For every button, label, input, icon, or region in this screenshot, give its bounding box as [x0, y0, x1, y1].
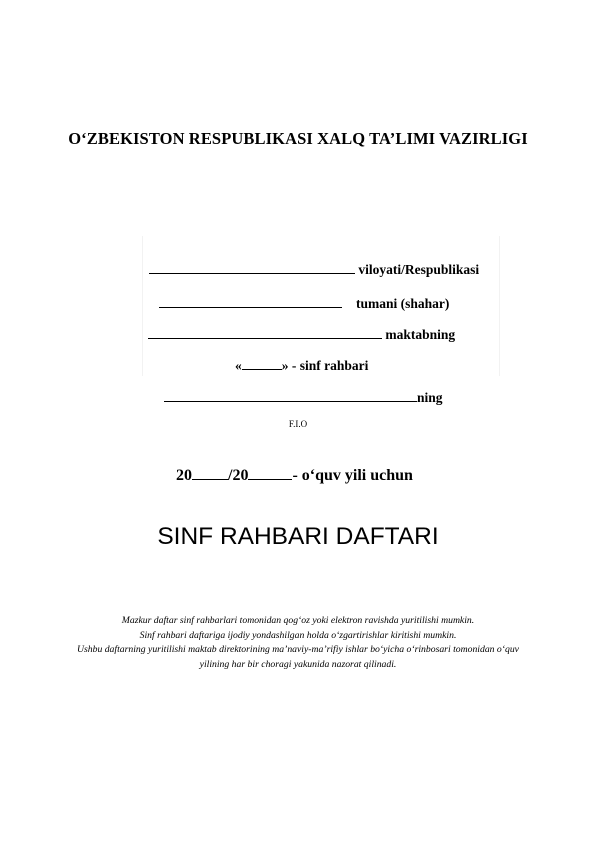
- district-blank[interactable]: [159, 306, 342, 308]
- class-label: » - sinf rahbari: [281, 358, 369, 373]
- region-blank[interactable]: [149, 272, 355, 274]
- note-line: yilining har bir choragi yakunida nazorat qilinadi.: [199, 658, 397, 670]
- usage-notes: [0, 614, 596, 672]
- school-blank[interactable]: [148, 337, 382, 339]
- teacher-label: ning: [417, 390, 443, 405]
- school-label: maktabning: [382, 327, 456, 342]
- region-label: viloyati/Respublikasi: [355, 262, 480, 277]
- fio-caption: F.I.O: [288, 419, 308, 429]
- note-line: Ushbu daftarning yuritilishi maktab direktorining ma’naviy-ma’rifiy ishlar bo‘yicha o‘rinbosari tomonidan o‘quv: [76, 644, 519, 655]
- class-blank[interactable]: [242, 368, 282, 370]
- district-field: [159, 296, 449, 312]
- academic-year-line: [176, 467, 413, 485]
- note-line: Sinf rahbari daftariga ijodiy yondashilgan holda o‘zgartirishlar kiritishi mumkin.: [139, 629, 457, 641]
- region-field: [149, 262, 479, 278]
- start-year-blank[interactable]: [192, 478, 228, 480]
- document-title: SINF RAHBARI DAFTARI: [157, 523, 439, 550]
- end-year-blank[interactable]: [248, 478, 292, 480]
- year-prefix: 20: [176, 467, 192, 484]
- class-open-quote: «: [235, 358, 242, 373]
- note-line: Mazkur daftar sinf rahbarlari tomonidan qog‘oz yoki elektron ravishda yuritilishi mumkin.: [121, 615, 475, 626]
- school-field: [148, 327, 455, 343]
- teacher-name-blank[interactable]: [164, 400, 417, 402]
- ministry-heading: O‘ZBEKISTON RESPUBLIKASI XALQ TA’LIMI VAZIRLIGI: [68, 129, 528, 148]
- class-field: [235, 358, 368, 374]
- teacher-field: [164, 390, 443, 406]
- district-label: tumani (shahar): [356, 296, 450, 311]
- year-suffix: - o‘quv yili uchun: [292, 467, 413, 484]
- year-separator: /20: [228, 467, 249, 484]
